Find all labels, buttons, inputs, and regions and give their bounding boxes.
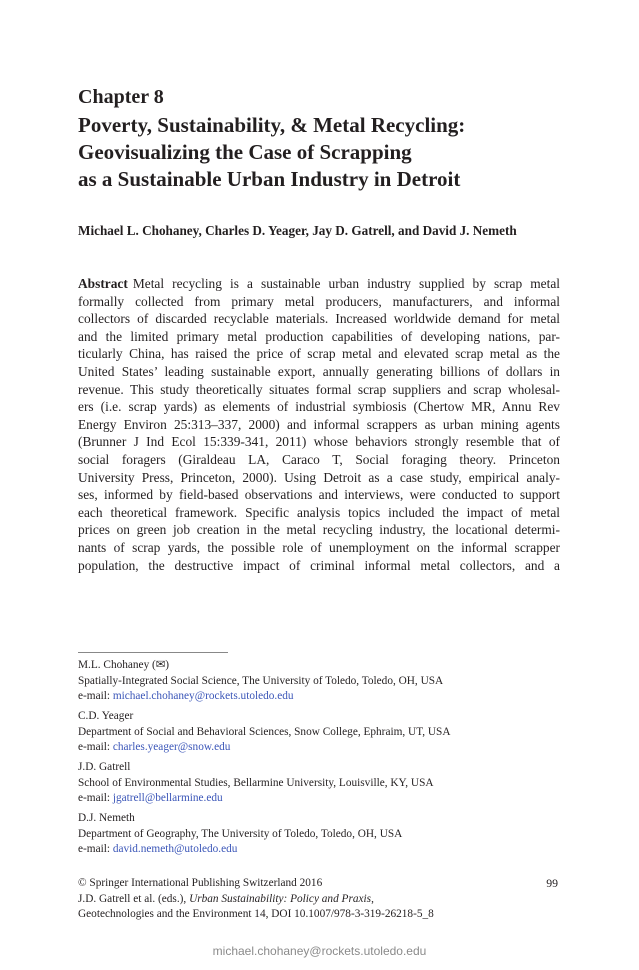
page-number: 99	[546, 876, 558, 890]
copyright-block	[78, 876, 434, 923]
abstract-line: collectors of discarded recyclable materials. Increased worldwide demand for metal	[78, 311, 560, 327]
chapter-label: Chapter 8	[78, 86, 164, 108]
affiliation-dept: Department of Social and Behavioral Sciences, Snow College, Ephraim, UT, USA	[78, 725, 451, 738]
affiliation-name: C.D. Yeager	[78, 710, 134, 722]
abstract-line: social foragers (Giraldeau LA, Caraco T, Social foraging theory. Princeton	[78, 451, 560, 467]
email-link[interactable]: david.nemeth@utoledo.edu	[112, 843, 238, 855]
citation-line: J.D. Gatrell et al. (eds.), Urban Sustainability: Policy and Praxis,	[78, 892, 374, 905]
affiliation-name: D.J. Nemeth	[78, 812, 135, 824]
email-label: e-mail:	[78, 690, 113, 702]
abstract-label: Abstract	[78, 276, 128, 291]
chapter-title-line: Geovisualizing the Case of Scrapping	[78, 140, 412, 164]
affiliation-yeager	[78, 709, 451, 756]
abstract-line: (Brunner J Ind Ecol 15:339-341, 2011) whose behaviors strongly resemble that of	[78, 434, 560, 450]
email-link[interactable]: charles.yeager@snow.edu	[112, 741, 231, 753]
footnote-rule	[78, 652, 228, 653]
abstract-line: revenue. This study theoretically situates formal scrap suppliers and scrap wholesal-	[78, 381, 560, 397]
abstract-line: University Press, Princeton, 2000). Using Detroit as a case study, empirical analy-	[78, 469, 560, 485]
abstract-line: and the limited primary metal production capabilities of developing nations, par-	[78, 328, 560, 344]
email-link[interactable]: michael.chohaney@rockets.utoledo.edu	[112, 690, 294, 702]
email-label: e-mail:	[78, 741, 113, 753]
abstract-line: nants of scrap yards, the possible role of unemployment on the informal scrapper	[78, 539, 560, 555]
affiliation-dept: School of Environmental Studies, Bellarmine University, Louisville, KY, USA	[78, 776, 434, 789]
chapter-title-line: as a Sustainable Urban Industry in Detroit	[78, 167, 461, 191]
abstract-line: ses, informed by field-based observations and interviews, were conducted to support	[78, 487, 560, 503]
chapter-title-line: Poverty, Sustainability, & Metal Recycling:	[78, 113, 466, 137]
affiliation-chohaney	[78, 658, 443, 705]
abstract-line: population, the destructive impact of criminal informal metal collectors, and a	[78, 557, 560, 573]
author-list: Michael L. Chohaney, Charles D. Yeager, Jay D. Gatrell, and David J. Nemeth	[78, 223, 517, 238]
abstract-line: Abstract Metal recycling is a sustainable urban industry supplied by scrap metal	[78, 276, 560, 291]
abstract-line: ticularly China, has raised the price of scrap metal and elevated scrap metal as the	[78, 346, 560, 362]
abstract-line: Energy Environ 25:313–337, 2000) and informal scrappers as urban mining agents	[78, 416, 560, 432]
abstract	[78, 275, 560, 574]
abstract-line: United States’ leading sustainable export, annually generating billions of dollars in	[78, 363, 560, 379]
copyright-line: © Springer International Publishing Switzerland 2016	[78, 877, 323, 889]
abstract-line: formally collected from primary metal producers, manufacturers, and informal	[78, 293, 560, 309]
doi-line: Geotechnologies and the Environment 14, DOI 10.1007/978-3-319-26218-5_8	[78, 908, 434, 920]
watermark: michael.chohaney@rockets.utoledo.edu	[212, 944, 427, 958]
email-label: e-mail:	[78, 792, 113, 804]
abstract-line: each theoretical framework. Specific analysis topics included the impact of metal	[78, 504, 560, 520]
abstract-line: prices on green job creation in the metal recycling industry, the locational determi-	[78, 522, 560, 538]
affiliation-gatrell	[78, 760, 434, 807]
abstract-line: ers (i.e. scrap yards) as elements of industrial symbiosis (Chertow MR, Annu Rev	[78, 399, 560, 415]
affiliation-nemeth	[78, 811, 402, 858]
email-link[interactable]: jgatrell@bellarmine.edu	[112, 792, 223, 804]
affiliation-name: J.D. Gatrell	[78, 761, 131, 773]
affiliation-dept: Spatially-Integrated Social Science, The University of Toledo, Toledo, OH, USA	[78, 674, 444, 687]
affiliation-name: M.L. Chohaney (✉)	[78, 659, 170, 671]
affiliation-dept: Department of Geography, The University of Toledo, Toledo, OH, USA	[78, 827, 403, 840]
email-label: e-mail:	[78, 843, 113, 855]
